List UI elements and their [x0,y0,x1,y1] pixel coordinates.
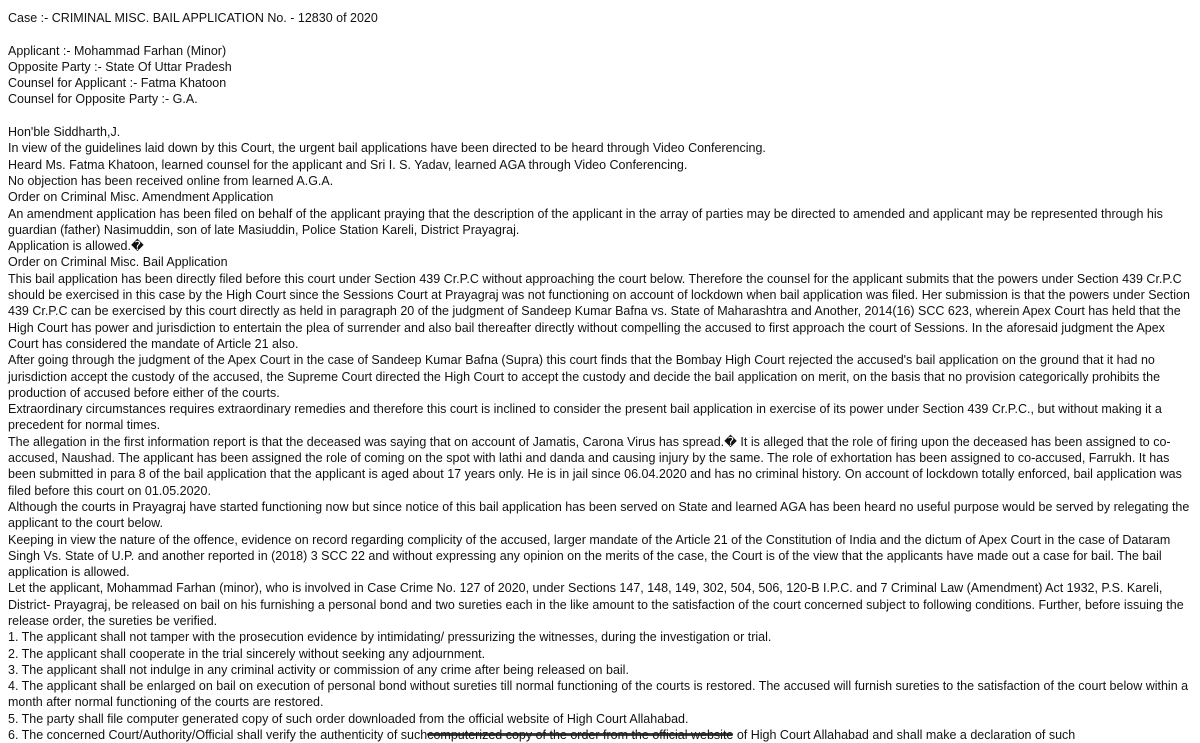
last-line-end: of High Court Allahabad and shall make a declaration of such [733,728,1076,743]
order-paragraph: After going through the judgment of the Apex Court in the case of Sandeep Kumar Bafna (Supra) this court finds that the Bombay High Court rejected the accused's bail application on the ground that it had no jurisdiction accept the custody of the accused, the Supreme Court directed the High Court to accept the custody and decide the bail application on merit, on the basis that no provision categorically prohibits the production of accused before either of the courts. [8,353,1161,400]
order-paragraph: This bail application has been directly filed before this court under Section 439 Cr.P.C without approaching the court below. Therefore the counsel for the applicant submits that the powers under Section 439 Cr.P.C should be exercised in this case by the High Court since the Sessions Court at Prayagraj was not functioning on account of lockdown when bail application was filed. Her submission is that the powers under Section 439 Cr.P.C can be exercised by this court directly as held in paragraph 20 of the judgment of Sandeep Kumar Bafna vs. State of Maharashtra and Another, 2014(16) SCC 623, wherein Apex Court has held that the High Court has power and jurisdiction to entertain the plea of surrender and also bail thereafter directly without compelling the accused to first approach the court of Sessions. In the aforesaid judgment the Apex Court has considered the mandate of Article 21 also. [8,271,1190,351]
section-heading-bail: Order on Criminal Misc. Bail Application [8,255,228,270]
condition-item: 5. The party shall file computer generated copy of such order downloaded from the official website of High Court Allahabad. [8,711,689,726]
spacer [8,108,1194,124]
order-paragraph: Let the applicant, Mohammad Farhan (minor), who is involved in Case Crime No. 127 of 2020, under Sections 147, 148, 149, 302, 504, 506, 120-B I.P.C. and 7 Criminal Law (Amendment) Act 1932, P.S. Kareli, District- Prayagraj, be released on bail on his furnishing a personal bond and two sureties each in the like amount to the satisfaction of the court concerned subject to following conditions. Further, before issuing the release order, the sureties be verified. [8,581,1184,628]
condition-item: 2. The applicant shall cooperate in the trial sincerely without seeking any adjournment. [8,646,486,661]
judge-name: Hon'ble Siddharth,J. [8,125,121,140]
court-order-document [8,10,1194,743]
spacer [8,26,1194,42]
order-paragraph: Heard Ms. Fatma Khatoon, learned counsel for the applicant and Sri I. S. Yadav, learned AGA through Video Conferencing. [8,157,688,172]
last-line-start: 6. The concerned Court/Authority/Official shall verify the authenticity of such [8,728,428,743]
order-paragraph: Keeping in view the nature of the offence, evidence on record regarding complicity of the accused, larger mandate of the Article 21 of the Constitution of India and the dictum of Apex Court in the case of Dataram Singh Vs. State of U.P. and another reported in (2018) 3 SCC 22 and without expressing any opinion on the merits of the case, the Court is of the view that the applicants have made out a case for bail. The bail application is allowed. [8,532,1171,580]
condition-item: 1. The applicant shall not tamper with the prosecution evidence by intimidating/ pressurizing the witnesses, during the investigation or trial. [8,630,772,645]
order-paragraph: An amendment application has been filed on behalf of the applicant praying that the description of the applicant in the array of parties may be directed to amended and applicant may be represented through his guardian (father) Nasimuddin, son of late Masiuddin, Police Station Kareli, District Prayagraj. [8,206,1163,237]
section-heading-amendment: Order on Criminal Misc. Amendment Application [8,190,274,205]
order-paragraph: Application is allowed.� [8,239,144,254]
order-paragraph: No objection has been received online from learned A.G.A. [8,173,334,188]
obscured-text [427,727,733,743]
scan-smudge [427,733,733,736]
order-paragraph: The allegation in the first information report is that the deceased was saying that on account of Jamatis, Carona Virus has spread.� It is alleged that the role of firing upon the deceased has been assigned to co-accused, Naushad. The applicant has been assigned the role of coming on the spot with lathi and danda and causing injury by the same. The role of exhortation has been assigned to co-accused, Farrukh. It has been submitted in para 8 of the bail application that the applicant is aged about 17 years only. He is in jail since 06.04.2020 and has no criminal history. On account of lockdown totally enforced, bail application was filed before this court on 01.05.2020. [8,434,1182,498]
order-paragraph: Extraordinary circumstances requires extraordinary remedies and therefore this court is inclined to consider the present bail application in exercise of its power under Section 439 Cr.P.C., but without making it a precedent for normal times. [8,402,1162,433]
applicant-line: Applicant :- Mohammad Farhan (Minor) [8,43,227,58]
condition-item: 3. The applicant shall not indulge in any criminal activity or commission of any crime after being released on bail. [8,662,629,677]
order-paragraph: In view of the guidelines laid down by this Court, the urgent bail applications have been directed to be heard through Video Conferencing. [8,141,766,156]
counsel-applicant-line: Counsel for Applicant :- Fatma Khatoon [8,76,227,91]
counsel-opposite-line: Counsel for Opposite Party :- G.A. [8,92,198,107]
order-paragraph: Although the courts in Prayagraj have started functioning now but since notice of this bail application has been served on State and learned AGA has been heard no useful purpose would be served by relegating the applicant to the court below. [8,499,1190,531]
condition-item: 4. The applicant shall be enlarged on bail on execution of personal bond without sureties till normal functioning of the courts is restored. The accused will furnish sureties to the satisfaction of the court below within a month after normal functioning of the courts are restored. [8,679,1189,710]
opposite-party-line: Opposite Party :- State Of Uttar Pradesh [8,59,232,74]
condition-item-partial [8,727,1194,743]
case-title: Case :- CRIMINAL MISC. BAIL APPLICATION No. - 12830 of 2020 [8,11,378,25]
